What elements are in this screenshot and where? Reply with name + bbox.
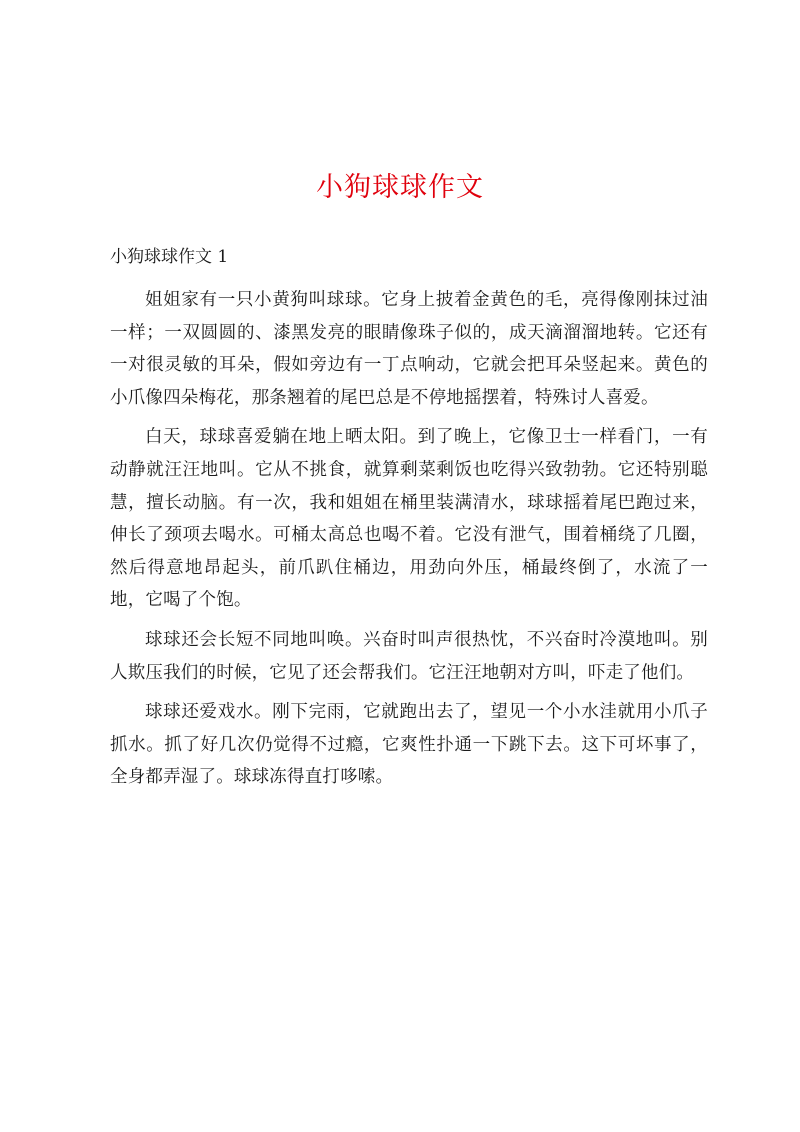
paragraph: 白天，球球喜爱躺在地上晒太阳。到了晚上，它像卫士一样看门，一有动静就汪汪地叫。它从不挑食，就算剩菜剩饭也吃得兴致勃勃。它还特别聪慧，擅长动脑。有一次，我和姐姐在桶里装满清水，球球摇着尾巴跑过来，伸长了颈项去喝水。可桶太高总也喝不着。它没有泄气，围着桶绕了几圈，然后得意地昂起头，前爪趴住桶边，用劲向外压，桶最终倒了，水流了一地，它喝了个饱。 bbox=[110, 427, 708, 611]
document-title: 小狗球球作文 bbox=[316, 172, 484, 203]
paragraph: 球球还会长短不同地叫唤。兴奋时叫声很热忱，不兴奋时冷漠地叫。别人欺压我们的时候，它见了还会帮我们。它汪汪地朝对方叫，吓走了他们。 bbox=[110, 629, 708, 683]
section-heading: 小狗球球作文 1 bbox=[110, 247, 229, 267]
paragraph: 姐姐家有一只小黄狗叫球球。它身上披着金黄色的毛，亮得像刚抹过油一样；一双圆圆的、漆黑发亮的眼睛像珠子似的，成天滴溜溜地转。它还有一对很灵敏的耳朵，假如旁边有一丁点响动，它就会把耳朵竖起来。黄色的小爪像四朵梅花，那条翘着的尾巴总是不停地摇摆着，特殊讨人喜爱。 bbox=[110, 290, 708, 408]
document-body bbox=[110, 284, 708, 794]
paragraph: 球球还爱戏水。刚下完雨，它就跑出去了，望见一个小水洼就用小爪子抓水。抓了好几次仍觉得不过瘾，它爽性扑通一下跳下去。这下可坏事了，全身都弄湿了。球球冻得直打哆嗦。 bbox=[110, 702, 708, 788]
